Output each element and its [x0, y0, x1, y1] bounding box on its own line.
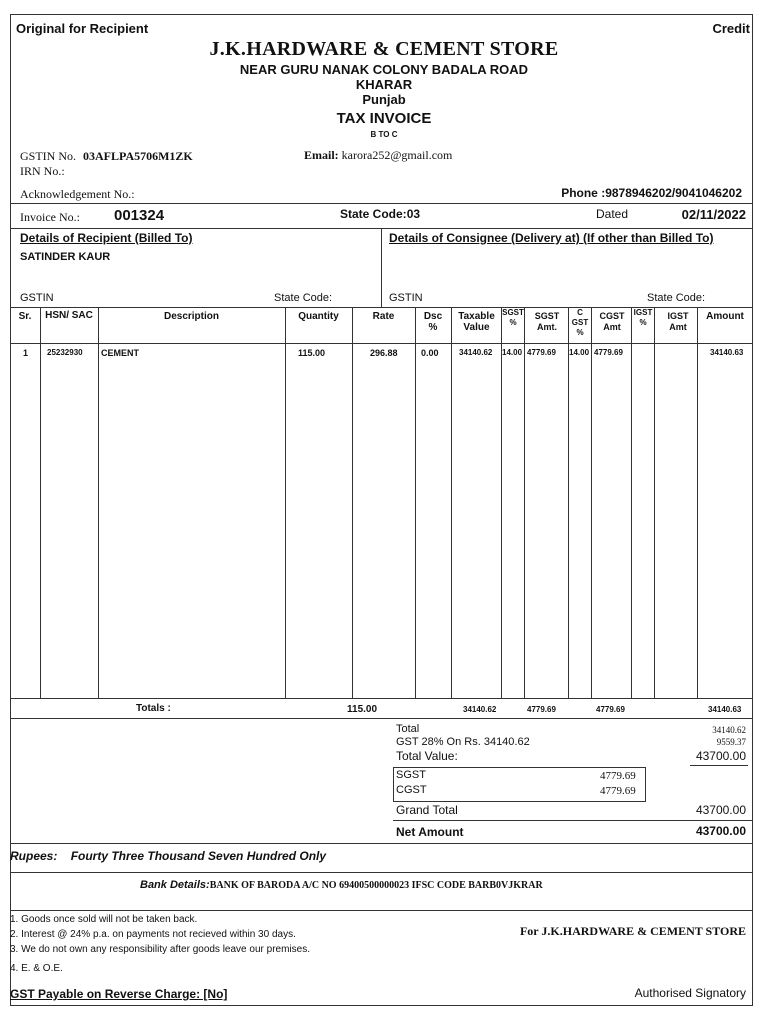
col-header-rate: Rate [372, 311, 395, 322]
divider [451, 307, 452, 698]
grand-total-label: Grand Total [396, 803, 458, 817]
term-3: 3. We do not own any responsibility after goods leave our premises. [10, 944, 310, 955]
col-header-dsc: Dsc % [423, 311, 443, 333]
address-line-3: Punjab [362, 92, 406, 107]
col-header-description: Description [163, 311, 219, 322]
phone-value: 9878946202/9041046202 [605, 186, 742, 200]
divider [654, 307, 655, 698]
divider [381, 228, 382, 307]
address-line-1: NEAR GURU NANAK COLONY BADALA ROAD [239, 62, 529, 77]
row-dsc: 0.00 [421, 348, 439, 358]
bank-value: BANK OF BARODA A/C NO 69400500000023 IFSC CODE BARB0VJKRAR [209, 880, 543, 891]
term-1: 1. Goods once sold will not be taken back. [10, 914, 198, 925]
irn-label: IRN No.: [20, 164, 65, 178]
totals-amount: 34140.63 [708, 705, 742, 714]
row-sgst-amt: 4779.69 [527, 348, 556, 357]
state-code-row [340, 207, 420, 221]
col-header-sr: Sr. [18, 311, 32, 322]
grand-total-value: 43700.00 [695, 803, 746, 817]
divider [393, 820, 753, 821]
recipient-state-code-label: State Code: [274, 292, 333, 304]
row-taxable: 34140.62 [459, 348, 493, 357]
state-code-label: State Code: [340, 207, 407, 221]
divider [10, 698, 753, 699]
summary-gst-value: 9559.37 [716, 737, 746, 747]
totals-quantity: 115.00 [347, 704, 378, 715]
totals-taxable: 34140.62 [463, 705, 497, 714]
summary-total-value-label: Total Value: [396, 749, 458, 763]
row-cgst-amt: 4779.69 [594, 348, 623, 357]
divider [524, 307, 525, 698]
gstin-label: GSTIN No. [20, 149, 76, 163]
divider [697, 307, 698, 698]
invoice-no-value: 001324 [114, 207, 165, 224]
dated-value: 02/11/2022 [681, 207, 746, 222]
ack-label: Acknowledgement No.: [20, 187, 135, 201]
divider [10, 343, 753, 344]
email-label: Email: [304, 148, 339, 162]
divider [352, 307, 353, 698]
row-rate: 296.88 [370, 348, 398, 358]
row-amount: 34140.63 [710, 348, 744, 357]
for-store: For J.K.HARDWARE & CEMENT STORE [519, 924, 746, 938]
phone-row [561, 186, 742, 200]
consignee-gstin-label: GSTIN [389, 292, 423, 304]
col-header-amount: Amount [706, 311, 744, 322]
doc-subtitle: B TO C [370, 130, 398, 139]
phone-label: Phone : [561, 186, 606, 200]
summary-gst-label: GST 28% On Rs. 34140.62 [396, 736, 530, 748]
email-value: karora252@gmail.com [341, 148, 453, 162]
sgst-value: 4779.69 [600, 770, 636, 782]
term-4: 4. E. & O.E. [10, 963, 63, 974]
sgst-label: SGST [396, 769, 426, 781]
gstin-row [20, 149, 193, 164]
row-sr: 1 [23, 348, 29, 358]
totals-sgst-amt: 4779.69 [527, 705, 556, 714]
divider [10, 203, 753, 204]
cgst-value: 4779.69 [600, 785, 636, 797]
term-2: 2. Interest @ 24% p.a. on payments not recieved within 30 days. [10, 929, 296, 940]
net-amount-label: Net Amount [396, 825, 464, 839]
summary-total-value-amount: 43700.00 [695, 749, 746, 763]
summary-total-label: Total [396, 723, 420, 735]
words-label: Rupees: [10, 849, 58, 863]
row-sgst-pct: 14.00 [502, 348, 523, 357]
divider [10, 718, 753, 719]
totals-cgst-amt: 4779.69 [596, 705, 625, 714]
bank-row [140, 879, 543, 891]
totals-label: Totals : [136, 703, 171, 714]
col-header-igst-amt: IGST Amt [667, 311, 689, 332]
row-hsn: 25232930 [47, 348, 83, 357]
bank-label: Bank Details: [140, 879, 210, 891]
divider [40, 307, 41, 698]
consignee-heading: Details of Consignee (Delivery at) (If other than Billed To) [389, 231, 714, 245]
store-name: J.K.HARDWARE & CEMENT STORE [209, 38, 559, 60]
doc-title: TAX INVOICE [336, 110, 432, 127]
words-row [10, 849, 326, 863]
divider [98, 307, 99, 698]
divider [10, 872, 753, 873]
col-header-hsn: HSN/ SAC [45, 310, 93, 321]
recipient-name: SATINDER KAUR [20, 251, 111, 263]
col-header-sgst-amt: SGST Amt. [534, 311, 560, 332]
col-header-cgst-amt: CGST Amt [599, 311, 625, 332]
divider [690, 765, 748, 766]
net-amount-value: 43700.00 [695, 824, 746, 838]
copy-label: Original for Recipient [16, 21, 149, 36]
divider [415, 307, 416, 698]
row-description: CEMENT [101, 348, 139, 358]
row-quantity: 115.00 [298, 348, 326, 358]
row-cgst-pct: 14.00 [569, 348, 590, 357]
summary-total-value: 34140.62 [712, 725, 746, 735]
col-header-sgst-pct: SGST % [502, 308, 524, 327]
divider [10, 843, 753, 844]
divider [10, 910, 753, 911]
cgst-label: CGST [396, 784, 427, 796]
authorised-signatory: Authorised Signatory [634, 986, 746, 1000]
reverse-charge: GST Payable on Reverse Charge: [No] [10, 987, 228, 1001]
divider [501, 307, 502, 698]
consignee-state-code-label: State Code: [647, 292, 706, 304]
col-header-quantity: Quantity [298, 311, 339, 322]
divider [285, 307, 286, 698]
col-header-taxable: Taxable Value [458, 311, 495, 333]
recipient-gstin-label: GSTIN [20, 292, 54, 304]
divider [591, 307, 592, 698]
recipient-heading: Details of Recipient (Billed To) [20, 231, 193, 245]
divider [631, 307, 632, 698]
divider [568, 307, 569, 698]
dated-label: Dated [596, 207, 629, 221]
invoice-no-label: Invoice No.: [20, 210, 80, 224]
email-row [304, 148, 452, 163]
address-line-2: KHARAR [355, 77, 413, 92]
payment-mode: Credit [712, 21, 750, 36]
col-header-cgst-pct: C GST % [571, 308, 589, 337]
gstin-value: 03AFLPA5706M1ZK [83, 149, 193, 163]
state-code-value: 03 [406, 207, 421, 221]
col-header-igst-pct: IGST % [633, 308, 653, 327]
words-value: Fourty Three Thousand Seven Hundred Only [70, 849, 327, 863]
